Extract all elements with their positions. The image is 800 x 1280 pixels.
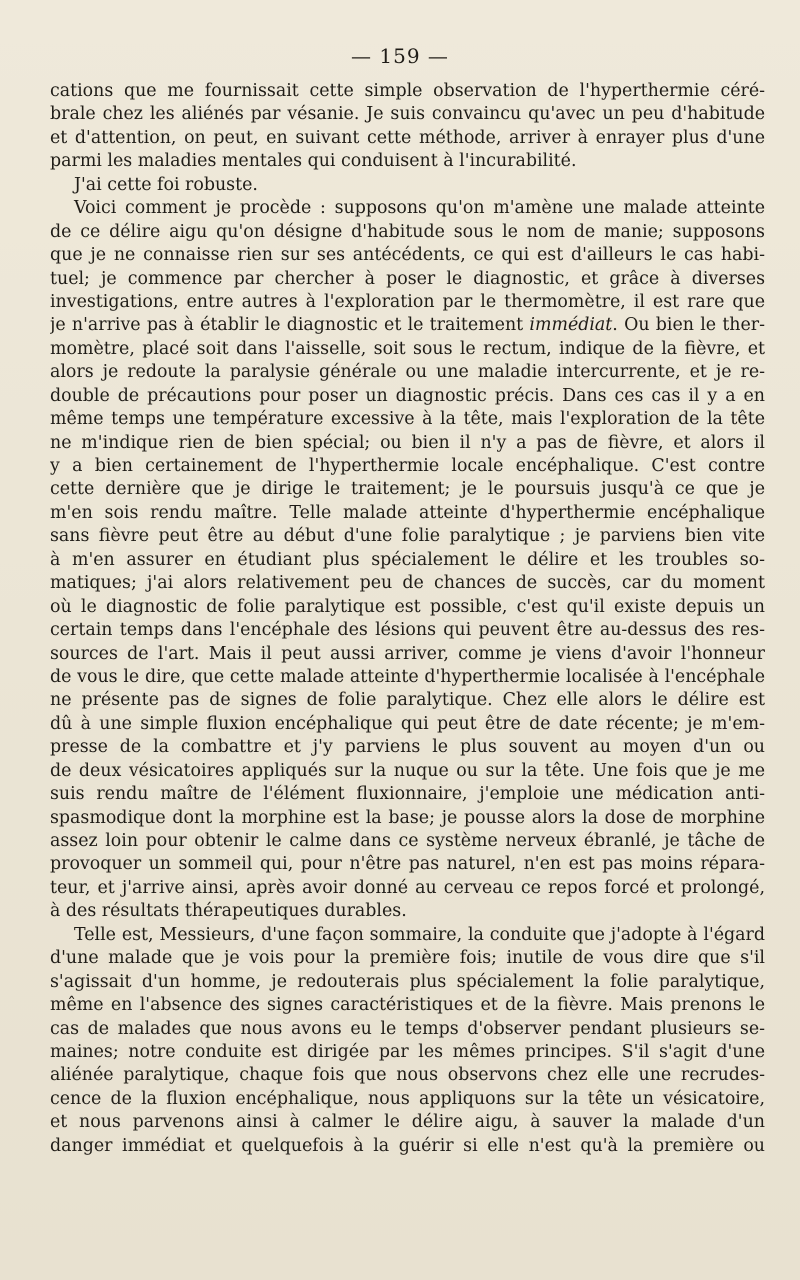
text-line: presse de la combattre et j'y parviens le plus souvent au moyen d'un ou: [50, 737, 765, 758]
text-line: dû à une simple fluxion encéphalique qui peut être de date récente; je m'em-: [50, 713, 765, 734]
text-line: J'ai cette foi robuste.: [74, 174, 258, 195]
text-line: double de précautions pour poser un diagnostic précis. Dans ces cas il y a en: [50, 385, 765, 406]
text-line: et d'attention, on peut, en suivant cette méthode, arriver à enrayer plus d'une: [50, 127, 765, 148]
text-line: certain temps dans l'encéphale des lésions qui peuvent être au-dessus des res-: [50, 620, 765, 641]
text-line: cence de la fluxion encéphalique, nous appliquons sur la tête un vésicatoire,: [50, 1088, 765, 1109]
text-line: ne m'indique rien de bien spécial; ou bien il n'y a pas de fièvre, et alors il: [50, 432, 765, 453]
page-number: — 159 —: [351, 44, 449, 68]
text-line: ne présente pas de signes de folie paralytique. Chez elle alors le délire est: [50, 690, 765, 711]
text-line: que je ne connaisse rien sur ses antécédents, ce qui est d'ailleurs le cas habi-: [50, 245, 765, 266]
text-line-with-italic: [50, 314, 765, 337]
text-line: même temps une température excessive à la tête, mais l'exploration de la tête: [50, 409, 765, 430]
text-line: s'agissait d'un homme, je redouterais plus spécialement la folie paralytique,: [50, 971, 765, 992]
text-line: où le diagnostic de folie paralytique est possible, c'est qu'il existe depuis un: [50, 596, 765, 617]
text-line: à m'en assurer en étudiant plus spécialement le délire et les troubles so-: [50, 549, 765, 570]
text-line: tuel; je commence par chercher à poser le diagnostic, et grâce à diverses: [50, 268, 765, 289]
text-line: cette dernière que je dirige le traitement; je le poursuis jusqu'à ce que je: [50, 479, 765, 500]
text-line: investigations, entre autres à l'exploration par le thermomètre, il est rare que: [50, 291, 765, 312]
text-line: parmi les maladies mentales qui conduisent à l'incurabilité.: [50, 151, 577, 172]
text-line: danger immédiat et quelquefois à la guérir si elle n'est qu'à la première ou: [50, 1135, 765, 1156]
text-line: alors je redoute la paralysie générale ou une maladie intercurrente, et je re-: [50, 362, 765, 383]
text-line: même en l'absence des signes caractéristiques et de la fièvre. Mais prenons le: [50, 995, 765, 1016]
text-line: spasmodique dont la morphine est la base; je pousse alors la dose de morphine: [50, 807, 765, 828]
text-line: d'une malade que je vois pour la première fois; inutile de vous dire que s'il: [50, 948, 765, 969]
text-line: momètre, placé soit dans l'aisselle, soit sous le rectum, indique de la fièvre, et: [50, 338, 765, 359]
text-line: cations que me fournissait cette simple observation de l'hyperthermie céré-: [50, 81, 765, 101]
text-line: de vous le dire, que cette malade atteinte d'hyperthermie localisée à l'encéphale: [50, 666, 765, 687]
text-line: Voici comment je procède : supposons qu'on m'amène une malade atteinte: [74, 198, 765, 219]
text-line: matiques; j'ai alors relativement peu de chances de succès, car du moment: [50, 573, 765, 594]
text-line: de deux vésicatoires appliqués sur la nuque ou sur la tête. Une fois que je me: [50, 760, 765, 781]
body-text: [50, 80, 765, 1158]
text-line: provoquer un sommeil qui, pour n'être pas naturel, n'en est pas moins répara-: [50, 854, 765, 875]
text-line: teur, et j'arrive ainsi, après avoir donné au cerveau ce repos forcé et prolongé,: [50, 877, 765, 898]
text-line: à des résultats thérapeutiques durables.: [50, 901, 407, 922]
text-line: maines; notre conduite est dirigée par les mêmes principes. S'il s'agit d'une: [50, 1041, 765, 1062]
text-line: et nous parvenons ainsi à calmer le délire aigu, à sauver la malade d'un: [50, 1112, 765, 1133]
text-line: assez loin pour obtenir le calme dans ce système nerveux ébranlé, je tâche de: [50, 831, 765, 851]
text-segment: je n'arrive pas à établir le diagnostic et le traitement: [50, 315, 530, 336]
text-line: aliénée paralytique, chaque fois que nous observons chez elle une recrudes-: [50, 1065, 765, 1086]
text-line: m'en sois rendu maître. Telle malade atteinte d'hyperthermie encéphalique: [50, 502, 765, 523]
text-line: brale chez les aliénés par vésanie. Je suis convaincu qu'avec un peu d'habitude: [50, 104, 765, 125]
text-line: de ce délire aigu qu'on désigne d'habitude sous le nom de manie; supposons: [50, 221, 765, 242]
text-line: Telle est, Messieurs, d'une façon sommaire, la conduite que j'adopte à l'égard: [74, 924, 765, 945]
text-line: sources de l'art. Mais il peut aussi arriver, comme je viens d'avoir l'honneur: [50, 643, 765, 664]
text-segment: . Ou bien le ther-: [612, 315, 765, 336]
text-line: cas de malades que nous avons eu le temps d'observer pendant plusieurs se-: [50, 1018, 765, 1039]
text-line: y a bien certainement de l'hyperthermie locale encéphalique. C'est contre: [50, 456, 765, 476]
text-line: sans fièvre peut être au début d'une folie paralytique ; je parviens bien vite: [50, 526, 765, 547]
italic-word: immédiat: [529, 315, 613, 336]
text-line: suis rendu maître de l'élément fluxionnaire, j'emploie une médication anti-: [50, 784, 765, 805]
